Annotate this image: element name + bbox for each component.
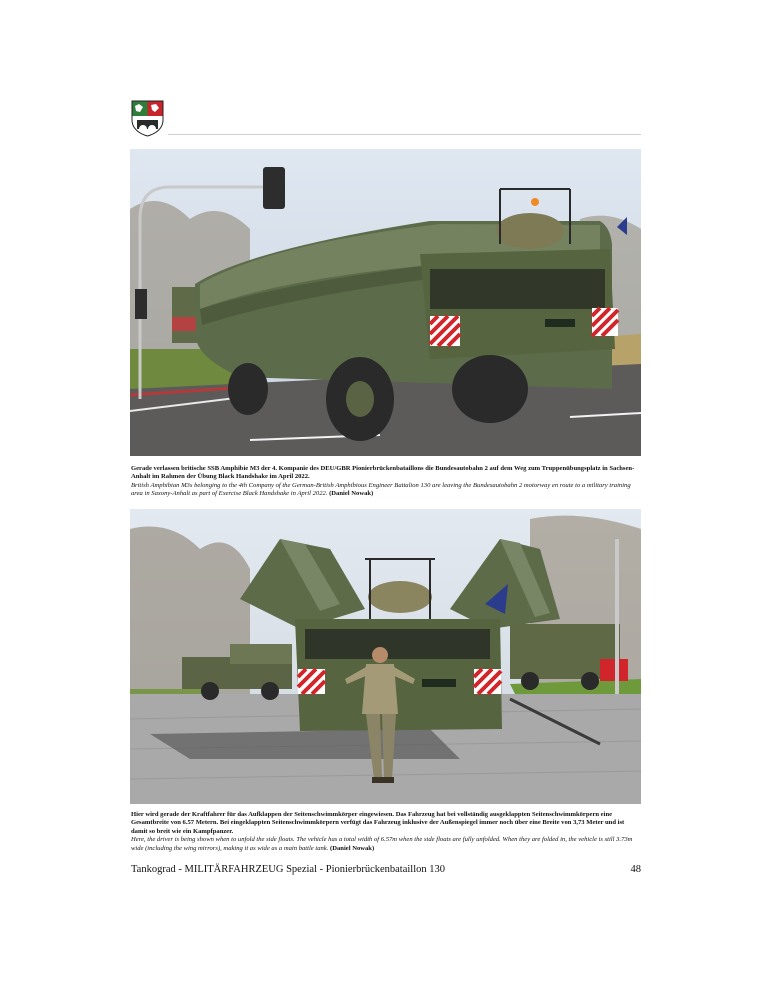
- photo-caption: [131, 465, 641, 499]
- caption-english-text: British Amphibian M3s belonging to the 4th Company of the German-British Amphibious Engineer Battalion 130 are leaving the Bundesautobahn 2 motorway en route to a military training area in Saxony-Anhalt as part of Exercise Black Handshake in April 2022.: [131, 481, 631, 498]
- caption-german: Hier wird gerade der Kraftfahrer für das Aufklappen der Seitenschwimmkörper eingewiesen. Das Fahrzeug hat bei vollständig ausgeklappten Seitenschwimmkörpern eine Gesamtbreite von 6.57 Metern. Bei eingeklappten Seitenschwimmkörpern verfügt das Fahrzeug inklusive der Außenspiegel immer noch über eine Breite von 3,73 Meter und ist damit so breit wie ein Kampfpanzer.: [131, 811, 625, 835]
- page-number: 48: [630, 864, 641, 875]
- photo-amphibious-m3-on-road: [130, 149, 641, 456]
- caption-german: Gerade verlassen britische SSB Amphibie M3 der 4. Kompanie des DEU/GBR Pionierbrückenbataillons die Bundesautobahn 2 auf dem Weg zum Truppenübungsplatz in Sachsen-Anhalt im Rahmen der Übung Black Handshake im April 2022.: [131, 465, 635, 481]
- unit-coat-of-arms-icon: [131, 100, 164, 137]
- photo-credit: (Daniel Nowak): [330, 844, 375, 852]
- footer-title: Tankograd - MILITÄRFAHRZEUG Spezial - Pionierbrückenbataillon 130: [131, 864, 446, 875]
- photo-credit: (Daniel Nowak): [329, 490, 374, 498]
- caption-english: [131, 482, 641, 499]
- caption-english: [131, 836, 641, 853]
- header-rule: [168, 134, 641, 135]
- photo-amphibious-m3-unfolding-floats: [130, 509, 641, 804]
- caption-english-text: Here, the driver is being shown when to unfold the side floats. The vehicle has a total width of 6.57m when the side floats are fully unfolded. When they are folded in, the vehicle is still 3.73m wide (including the wing mirrors), making it as wide as a main battle tank.: [131, 836, 633, 852]
- photo-caption: [131, 811, 641, 853]
